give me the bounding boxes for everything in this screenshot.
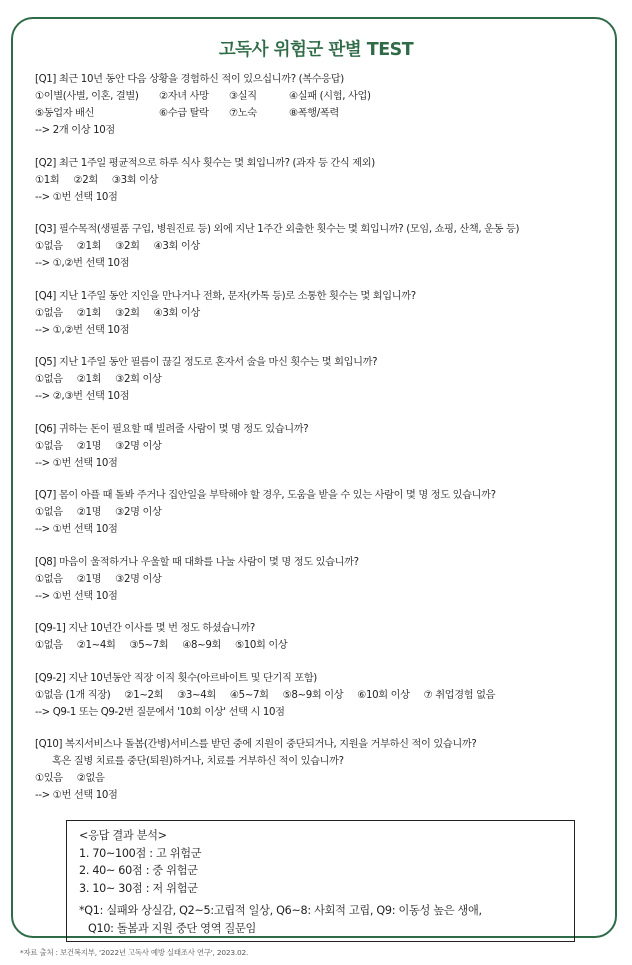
- analysis-heading: <응답 결과 분석>: [79, 829, 167, 842]
- answer-option: ②1~2회: [124, 689, 164, 701]
- answer-option: ③2명 이상: [115, 573, 162, 585]
- answer-option: ③3~4회: [177, 689, 216, 701]
- question-text: [Q10] 복지서비스나 돌봄(간병)서비스를 받던 중에 지원이 중단되거나, 지원을 거부하신 적이 있습니까?: [35, 739, 477, 750]
- answer-option: ④3회 이상: [153, 307, 200, 319]
- scoring-rule: --> ②,③번 선택 10점: [35, 391, 130, 402]
- answer-option: ③2회 이상: [115, 374, 162, 385]
- answer-option: ①이별(사별, 이혼, 결별): [35, 91, 139, 102]
- option-row: [35, 105, 605, 122]
- scoring-rule: --> ①번 선택 10점: [35, 191, 118, 203]
- answer-option: ①1회: [35, 174, 60, 186]
- question-block: [35, 288, 605, 339]
- answer-option: ②1명: [76, 573, 102, 585]
- option-row: [35, 438, 605, 455]
- option-row: [35, 571, 605, 588]
- test-card: [11, 17, 617, 938]
- result-analysis-box: [66, 820, 575, 942]
- scoring-rule: --> ①번 선택 10점: [35, 790, 118, 801]
- question-text: [Q2] 최근 1주일 평균적으로 하루 식사 횟수는 몇 회입니까? (과자 등 간식 제외): [35, 157, 375, 169]
- answer-option: ⑦노숙: [229, 108, 257, 119]
- answer-option: ②2회: [73, 174, 98, 186]
- analysis-result-mid: 2. 40~ 60점 : 중 위험군: [79, 864, 198, 877]
- option-row: [35, 371, 605, 388]
- answer-option: ⑧폭행/폭력: [289, 108, 339, 119]
- answer-option: ①없음: [35, 507, 63, 518]
- answer-option: ③2회: [115, 241, 140, 252]
- answer-option: ⑦ 취업경험 없음: [423, 689, 496, 701]
- analysis-result-low: 3. 10~ 30점 : 저 위험군: [79, 881, 198, 895]
- answer-option: ①없음: [35, 640, 63, 651]
- question-block: [35, 736, 605, 804]
- question-block: [35, 354, 605, 405]
- answer-option: ②1~4회: [76, 640, 116, 651]
- scoring-rule: --> ①번 선택 10점: [35, 590, 118, 602]
- question-text: 혹은 질병 치료를 중단(퇴원)하거나, 치료를 거부하신 적이 있습니까?: [52, 756, 344, 767]
- question-block: [35, 620, 605, 654]
- scoring-rule: --> Q9-1 또는 Q9-2번 질문에서 '10회 이상' 선택 시 10점: [35, 706, 285, 718]
- analysis-result-high: 1. 70~100점 : 고 위험군: [79, 846, 202, 860]
- question-text: [Q1] 최근 10년 동안 다음 상황을 경험하신 적이 있으십니까? (복수응답): [35, 74, 344, 85]
- question-text: [Q3] 필수목적(생필품 구입, 병원진료 등) 외에 지난 1주간 외출한 횟수는 몇 회입니까? (모임, 쇼핑, 산책, 운동 등): [35, 224, 520, 235]
- analysis-note-line: *Q1: 실패와 상실감, Q2~5:고립적 일상, Q6~8: 사회적 고립, Q9: 이동성 높은 생애,: [79, 904, 482, 917]
- question-text: [Q8] 마음이 울적하거나 우울할 때 대화를 나눌 사람이 몇 명 정도 있습니까?: [35, 556, 359, 568]
- question-block: [35, 670, 605, 721]
- option-row: [35, 504, 605, 521]
- option-row: [35, 637, 605, 654]
- analysis-note-line: Q10: 돌봄과 지원 중단 영역 질문임: [88, 921, 256, 935]
- question-text: [Q7] 몸이 아플 때 돌봐 주거나 집안일을 부탁해야 할 경우, 도움을 받을 수 있는 사람이 몇 명 정도 있습니까?: [35, 490, 496, 501]
- question-text: [Q4] 지난 1주일 동안 지인을 만나거나 전화, 문자(카톡 등)로 소통한 횟수는 몇 회입니까?: [35, 290, 416, 302]
- option-row: [35, 172, 605, 189]
- answer-option: ③실직: [229, 91, 257, 102]
- answer-option: ①없음: [35, 573, 63, 585]
- answer-option: ②1회: [76, 307, 102, 319]
- source-citation: *자료 출처 : 보건복지부, '2022년 고독사 예방 실태조사 연구', 2023.02.: [20, 948, 249, 957]
- question-block: [35, 487, 605, 538]
- answer-option: ④3회 이상: [153, 241, 200, 252]
- answer-option: ①없음: [35, 440, 63, 452]
- answer-option: ④실패 (시험, 사업): [289, 91, 371, 102]
- option-row: [35, 305, 605, 322]
- answer-option: ①없음: [35, 374, 63, 385]
- answer-option: ⑤10회 이상: [234, 640, 288, 651]
- answer-option: ⑤8~9회 이상: [282, 689, 344, 701]
- scoring-rule: --> ①,②번 선택 10점: [35, 258, 130, 269]
- answer-option: ③2명 이상: [115, 440, 162, 452]
- question-block: [35, 554, 605, 605]
- option-row: [35, 687, 605, 704]
- answer-option: ①있음: [35, 773, 63, 784]
- question-block: [35, 71, 605, 139]
- option-row: [35, 88, 605, 105]
- question-text: [Q9-1] 지난 10년간 이사를 몇 번 정도 하셨습니까?: [35, 623, 255, 634]
- answer-option: ②없음: [76, 773, 105, 784]
- page-title: 고독사 위험군 판별 TEST: [218, 40, 414, 60]
- answer-option: ⑥10회 이상: [357, 689, 410, 701]
- answer-option: ①없음 (1개 직장): [35, 689, 111, 701]
- question-block: [35, 221, 605, 272]
- question-text: [Q9-2] 지난 10년동안 직장 이직 횟수(아르바이트 및 단기직 포함): [35, 672, 317, 684]
- question-block: [35, 155, 605, 206]
- answer-option: ②1회: [76, 241, 102, 252]
- answer-option: ②1회: [76, 374, 102, 385]
- answer-option: ③3회 이상: [111, 174, 159, 186]
- answer-option: ②1명: [76, 507, 102, 518]
- answer-option: ③2명 이상: [115, 507, 162, 518]
- answer-option: ①없음: [35, 241, 63, 252]
- answer-option: ④8~9회: [182, 640, 221, 651]
- question-block: [35, 421, 605, 472]
- answer-option: ②1명: [76, 440, 102, 452]
- answer-option: ⑤동업자 배신: [35, 108, 95, 119]
- scoring-rule: --> 2개 이상 10점: [35, 125, 115, 136]
- scoring-rule: --> ①번 선택 10점: [35, 457, 118, 469]
- option-row: [35, 770, 605, 787]
- answer-option: ③5~7회: [129, 640, 169, 651]
- answer-option: ③2회: [115, 307, 140, 319]
- question-list: [35, 71, 605, 804]
- scoring-rule: --> ①번 선택 10점: [35, 524, 118, 535]
- question-text: [Q5] 지난 1주일 동안 필름이 끊길 정도로 혼자서 술을 마신 횟수는 몇 회입니까?: [35, 357, 378, 368]
- option-row: [35, 238, 605, 255]
- scoring-rule: --> ①,②번 선택 10점: [35, 324, 130, 336]
- answer-option: ④5~7회: [229, 689, 269, 701]
- answer-option: ②자녀 사망: [159, 91, 209, 102]
- analysis-note: [79, 902, 574, 937]
- answer-option: ⑥수급 탈락: [159, 108, 209, 119]
- question-text: [Q6] 귀하는 돈이 필요할 때 빌려줄 사람이 몇 명 정도 있습니까?: [35, 423, 309, 435]
- answer-option: ①없음: [35, 307, 63, 319]
